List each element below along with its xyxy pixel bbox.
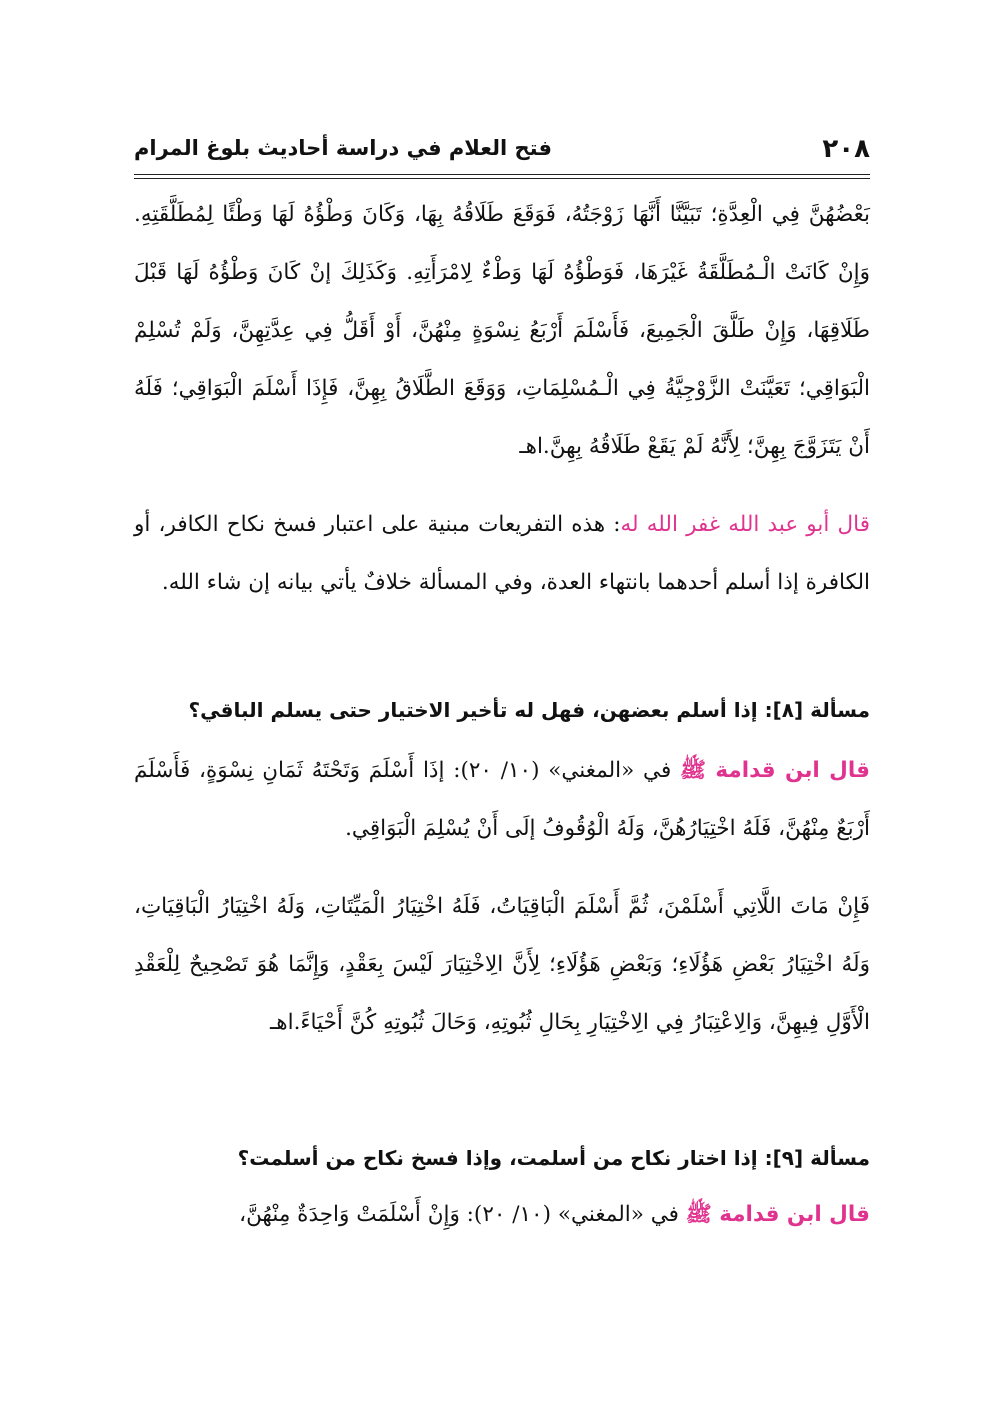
page-number: ٢٠٨ bbox=[822, 134, 870, 164]
paragraph-quote-1 bbox=[134, 742, 870, 858]
quote-source: قال ابن قدامة ﷺ bbox=[679, 758, 870, 783]
book-title: فتح العلام في دراسة أحاديث بلوغ المرام bbox=[134, 136, 552, 160]
paragraph-hadith-2 bbox=[134, 878, 870, 1052]
paragraph-quote-2 bbox=[134, 1186, 870, 1244]
issue-label: مسألة [٨]: bbox=[764, 698, 870, 722]
quote-source: قال ابن قدامة ﷺ bbox=[685, 1202, 870, 1227]
paragraph-hadith-1 bbox=[134, 186, 870, 476]
paragraph-text: فَإِنْ مَاتَ اللَّاتِي أَسْلَمْنَ، ثُمَّ أَسْلَمَ الْبَاقِيَاتُ، فَلَهُ اخْتِيَارُ الْمَيِّتَاتِ، وَلَهُ اخْتِيَارُ الْبَاقِيَاتِ، وَلَهُ اخْتِيَارُ بَعْضِ هَؤُلَاءِ؛ وَبَعْضِ هَؤُلَاءِ؛ لِأَنَّ الِاخْتِيَارَ لَيْسَ بِعَقْدٍ، وَإِنَّمَا هُوَ تَصْحِيحٌ لِلْعَقْدِ الْأَوَّلِ فِيهِنَّ، وَالِاعْتِبَارُ فِي الِاخْتِيَارِ بِحَالِ ثُبُوتِهِ، وَحَالَ ثُبُوتِهِ كُنَّ أَحْيَاءً.اهـ bbox=[134, 894, 870, 1035]
paragraph-commentary bbox=[134, 496, 870, 612]
page-header bbox=[134, 128, 870, 176]
issue-heading-9 bbox=[134, 1146, 870, 1170]
quote-text: وَإِنْ أَسْلَمَتْ وَاحِدَةٌ مِنْهُنَّ، bbox=[239, 1202, 460, 1227]
quote-reference: في «المغني» (١٠/ ٢٠): bbox=[444, 758, 680, 783]
paragraph-text: بَعْضُهُنَّ فِي الْعِدَّةِ؛ تَبَيَّنَّا أَنَّهَا زَوْجَتُهُ، فَوَقَعَ طَلَاقُهُ بِهَا، وَكَانَ وَطْؤُهُ لَهَا وَطْئًا لِمُطَلَّقَتِهِ. وَإِنْ كَانَتْ الْـمُطَلَّقَةُ غَيْرَهَا، فَوَطْؤُهُ لَهَا وَطْءٌ لِامْرَأَتِهِ. وَكَذَلِكَ إنْ كَانَ وَطْؤُهُ لَهَا قَبْلَ طَلَاقِهَا، وَإِنْ طَلَّقَ الْجَمِيعَ، فَأَسْلَمَ أَرْبَعُ نِسْوَةٍ مِنْهُنَّ، أَوْ أَقَلُّ فِي عِدَّتِهِنَّ، وَلَمْ تُسْلِمْ الْبَوَاقِي؛ تَعَيَّنَتْ الزَّوْجِيَّةُ فِي الْـمُسْلِمَاتِ، وَوَقَعَ الطَّلَاقُ بِهِنَّ، فَإِذَا أَسْلَمَ الْبَوَاقِي؛ فَلَهُ أَنْ يَتَزَوَّجَ بِهِنَّ؛ لِأَنَّهُ لَمْ يَقَعْ طَلَاقُهُ بِهِنَّ.اهـ bbox=[134, 202, 870, 459]
issue-heading-8 bbox=[134, 698, 870, 722]
header-rule-double bbox=[134, 178, 870, 179]
issue-label: مسألة [٩]: bbox=[764, 1146, 870, 1170]
commentary-text: : هذه التفريعات مبنية على اعتبار فسخ نكاح الكافر، أو الكافرة إذا أسلم أحدهما بانتهاء العدة، وفي المسألة خلافٌ يأتي بيانه إن شاء الله. bbox=[134, 512, 870, 595]
quote-paragraph bbox=[134, 742, 870, 858]
issue-heading bbox=[134, 1146, 870, 1170]
commentary-paragraph bbox=[134, 496, 870, 612]
issue-title: إذا اختار نكاح من أسلمت، وإذا فسخ نكاح من أسلمت؟ bbox=[237, 1146, 758, 1170]
issue-title: إذا أسلم بعضهن، فهل له تأخير الاختيار حتى يسلم الباقي؟ bbox=[188, 698, 758, 722]
quote-paragraph bbox=[134, 1186, 870, 1244]
header-rule bbox=[134, 174, 870, 175]
author-attribution: قال أبو عبد الله غفر الله له bbox=[620, 512, 870, 537]
quote-reference: في «المغني» (١٠/ ٢٠): bbox=[459, 1202, 686, 1227]
issue-heading bbox=[134, 698, 870, 722]
quote-text: إذَا أَسْلَمَ وَتَحْتَهُ ثَمَانِ نِسْوَةٍ، فَأَسْلَمَ أَرْبَعٌ مِنْهُنَّ، فَلَهُ اخْتِيَارُهُنَّ، وَلَهُ الْوُقُوفُ إلَى أَنْ يُسْلِمَ الْبَوَاقِي. bbox=[134, 758, 870, 841]
